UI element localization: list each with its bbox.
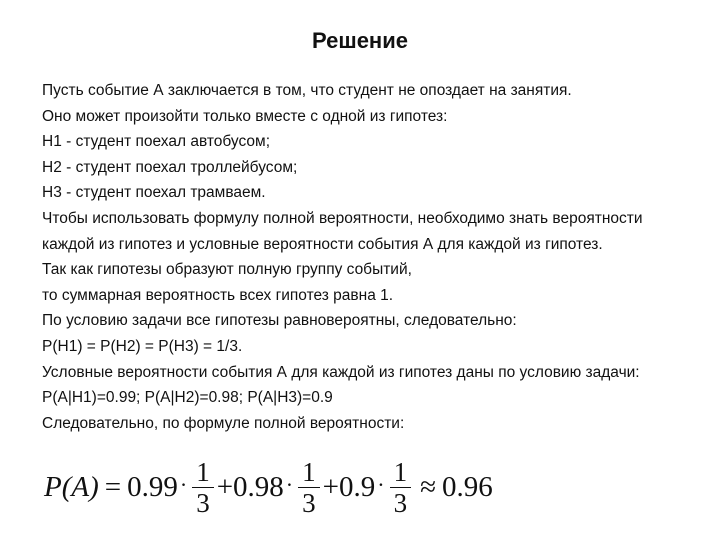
text-line: Р(А|Н1)=0.99; Р(А|Н2)=0.98; Р(А|Н3)=0.9: [42, 389, 333, 407]
text-line: Условные вероятности события А для каждой из гипотез даны по условию задачи:: [42, 363, 640, 381]
text-line: Пусть событие А заключается в том, что студент не опоздает на занятия.: [42, 82, 572, 99]
formula-coef-1: 0.99: [127, 470, 178, 503]
text-line: Оно может произойти только вместе с одной из гипотез:: [42, 107, 448, 125]
fraction-numerator: 1: [196, 456, 210, 487]
formula-equals: =: [104, 470, 122, 503]
formula-fraction: [192, 457, 214, 518]
fraction-numerator: 1: [393, 456, 408, 487]
formula-coef-3: 0.9: [338, 470, 376, 503]
formula-dot: ·: [285, 472, 294, 497]
text-line: Н1 - студент поехал автобусом;: [42, 133, 270, 151]
text-line: Так как гипотезы образуют полную группу событий,: [42, 261, 412, 279]
text-line: Чтобы использовать формулу полной вероятности, необходимо знать вероятности: [42, 209, 643, 227]
slide-title: Решение: [312, 28, 408, 53]
formula-plus: +: [322, 470, 339, 503]
formula-dot: ·: [179, 472, 188, 497]
formula-result: 0.96: [441, 470, 493, 503]
formula-lhs: P(A): [44, 470, 99, 503]
fraction-denominator: 3: [196, 487, 210, 518]
formula-coef-2: 0.98: [233, 470, 284, 503]
total-probability-formula: [44, 452, 493, 522]
formula-approx: ≈: [420, 470, 436, 503]
text-line: Р(Н1) = Р(Н2) = Р(Н3) = 1/3.: [42, 337, 243, 355]
fraction-numerator: 1: [302, 456, 316, 487]
text-line: Следовательно, по формуле полной вероятности:: [42, 414, 405, 432]
formula-dot: ·: [377, 472, 385, 497]
formula-fraction: [298, 457, 320, 518]
fraction-denominator: 3: [393, 487, 408, 518]
formula-plus: +: [216, 470, 234, 503]
text-line: то суммарная вероятность всех гипотез равна 1.: [42, 286, 394, 304]
text-line: Н3 - студент поехал трамваем.: [42, 184, 266, 202]
text-line: Н2 - студент поехал троллейбусом;: [42, 158, 298, 176]
text-line: каждой из гипотез и условные вероятности события А для каждой из гипотез.: [42, 235, 603, 253]
text-line: По условию задачи все гипотезы равновероятны, следовательно:: [42, 312, 517, 330]
solution-text: [42, 78, 702, 436]
fraction-denominator: 3: [302, 487, 316, 518]
formula-fraction: [390, 457, 412, 518]
